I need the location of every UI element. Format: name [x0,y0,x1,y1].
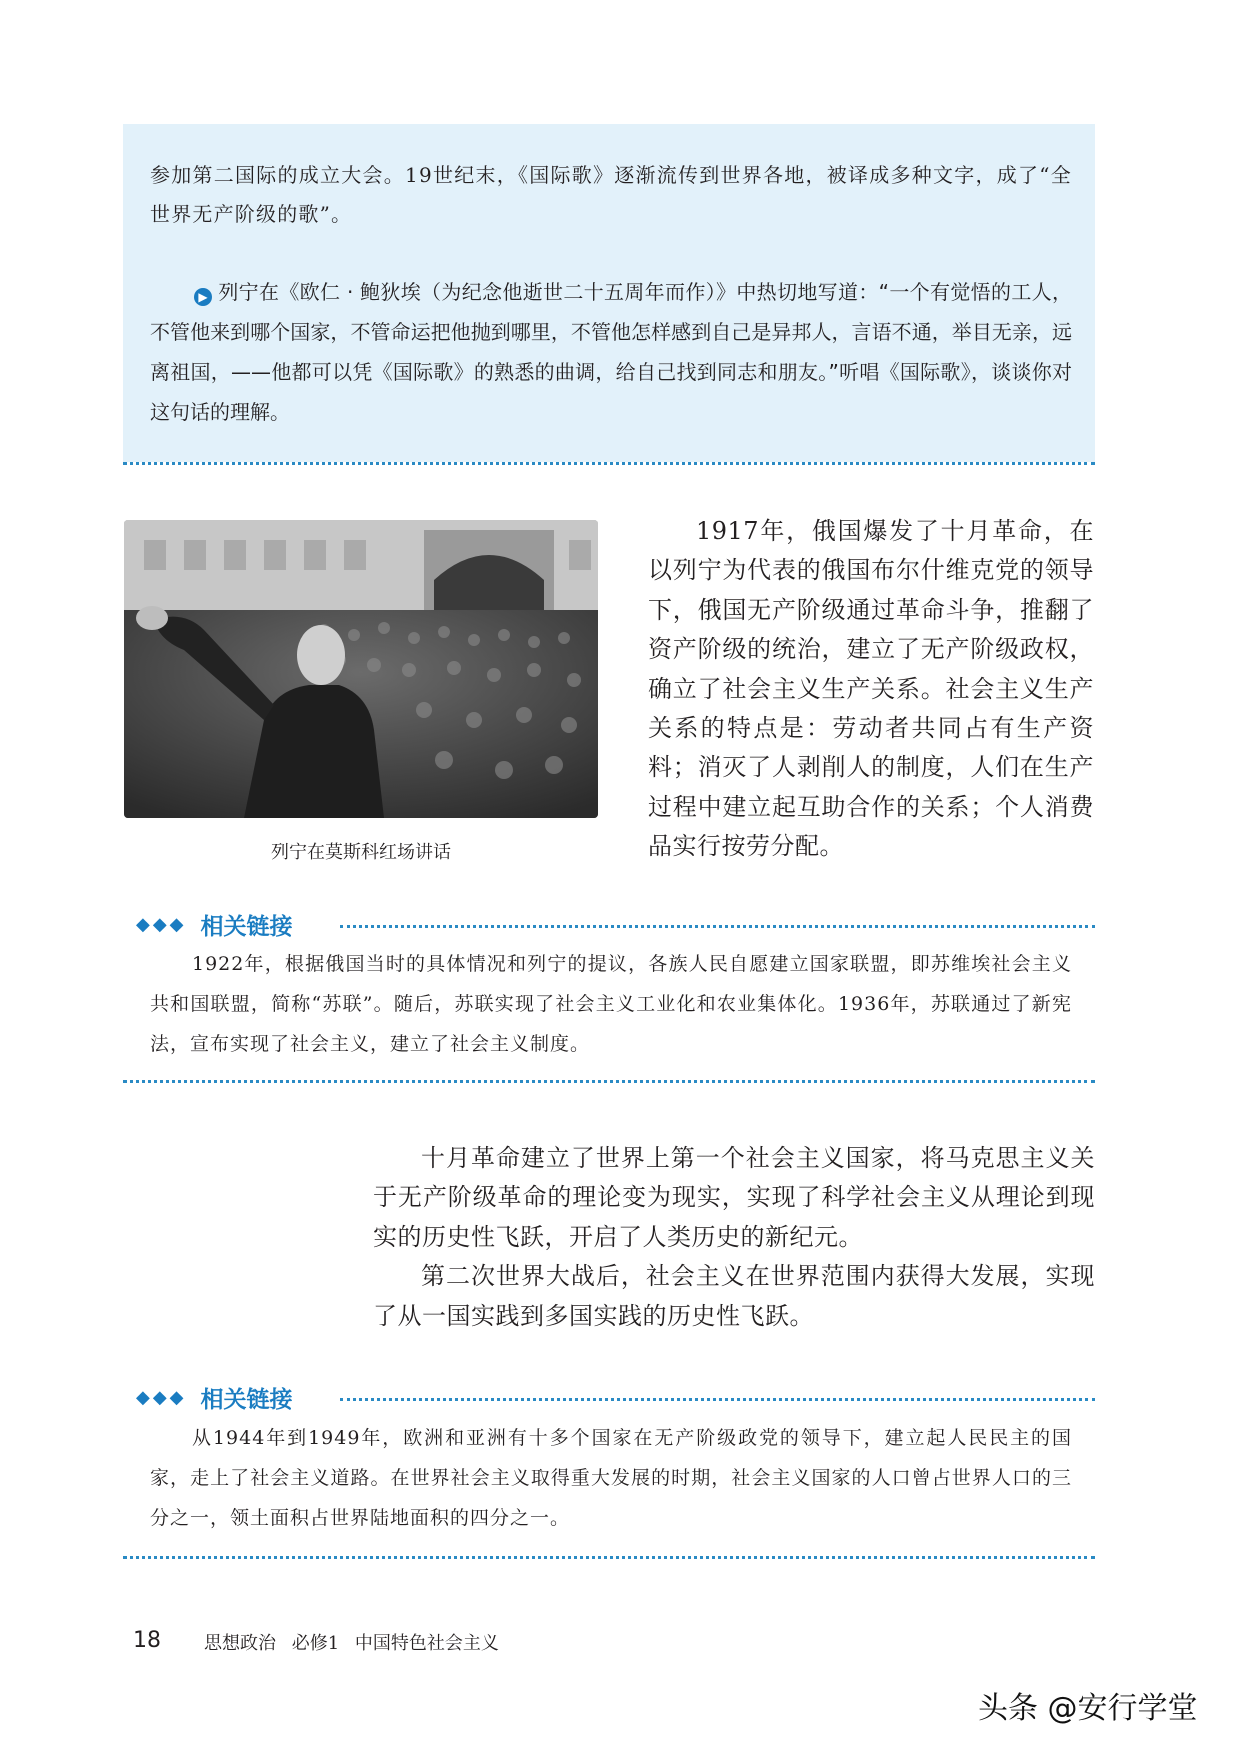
related-link-2-bottom-divider [123,1556,1095,1559]
page-number: 18 [133,1628,161,1653]
related-link-1-dotted-line [340,925,1095,928]
photo-caption: 列宁在莫斯科红场讲话 [271,842,451,863]
related-link-2-title: 相关链接 [200,1386,293,1413]
related-link-1-bottom-divider [123,1080,1095,1083]
top-box-paragraph: 参加第二国际的成立大会。19世纪末，《国际歌》逐渐流传到世界各地，被译成多种文字，成了“全世界无产阶级的歌”。 [150,163,1072,226]
diamond-bullets-icon: ◆◆◆ [136,1386,187,1408]
diamond-bullets-icon: ◆◆◆ [136,913,187,935]
related-link-1-header [136,908,293,940]
related-link-2-header [136,1381,293,1413]
book-title: 思想政治 必修1 中国特色社会主义 [204,1633,499,1654]
related-link-2-dotted-line [340,1398,1095,1401]
related-link-2-text: 从1944年到1949年，欧洲和亚洲有十多个国家在无产阶级政党的领导下，建立起人民民主的国家，走上了社会主义道路。在世界社会主义取得重大发展的时期，社会主义国家的人口曾占世界人口的三分之一，领土面积占世界陆地面积的四分之一。 [150,1427,1072,1529]
activity-text: 列宁在《欧仁 · 鲍狄埃（为纪念他逝世二十五周年而作）》中热切地写道：“一个有觉悟的工人，不管他来到哪个国家，不管命运把他抛到哪里，不管他怎样感到自己是异邦人，言语不通，举目无亲，远离祖国，——他都可以凭《国际歌》的熟悉的曲调，给自己找到同志和朋友。”听唱《国际歌》，谈谈你对这句话的理解。 [150,280,1072,424]
activity-prompt [150,272,1072,432]
play-arrow-icon: ▶ [194,288,212,306]
related-link-1-title: 相关链接 [200,913,293,940]
lenin-photo [124,520,598,818]
watermark: 头条 @安行学堂 [978,1691,1198,1726]
box-dotted-divider [123,462,1095,465]
middle-column-text [373,1139,1095,1336]
right-column-paragraph: 1917年，俄国爆发了十月革命，在以列宁为代表的俄国布尔什维克党的领导下，俄国无产阶级通过革命斗争，推翻了资产阶级的统治，建立了无产阶级政权，确立了社会主义生产关系。社会主义生产关系的特点是：劳动者共同占有生产资料；消灭了人剥削人的制度，人们在生产过程中建立起互助合作的关系；个人消费品实行按劳分配。 [648,517,1094,861]
middle-paragraph-1: 十月革命建立了世界上第一个社会主义国家，将马克思主义关于无产阶级革命的理论变为现实，实现了科学社会主义从理论到现实的历史性飞跃，开启了人类历史的新纪元。 [373,1144,1095,1251]
related-link-1-text: 1922年，根据俄国当时的具体情况和列宁的提议，各族人民自愿建立国家联盟，即苏维埃社会主义共和国联盟，简称“苏联”。随后，苏联实现了社会主义工业化和农业集体化。1936年，苏联通过了新宪法，宣布实现了社会主义，建立了社会主义制度。 [150,953,1072,1055]
middle-paragraph-2: 第二次世界大战后，社会主义在世界范围内获得大发展，实现了从一国实践到多国实践的历史性飞跃。 [373,1262,1095,1330]
right-column-text [648,512,1094,867]
